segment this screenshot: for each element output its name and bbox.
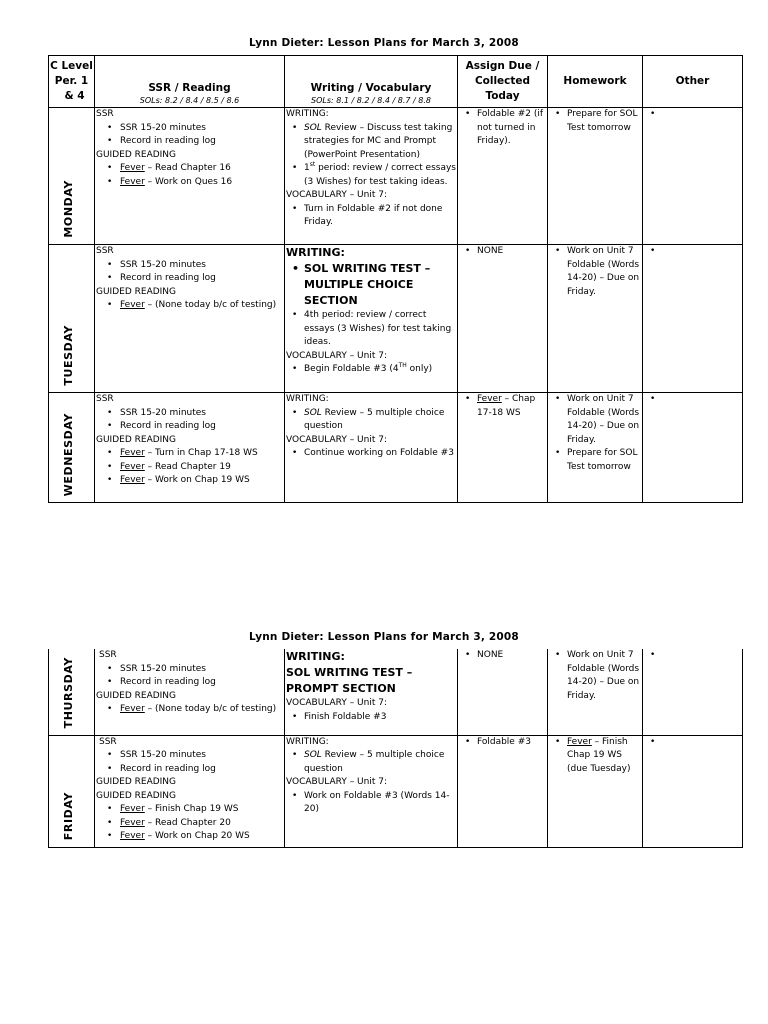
list-item: • Finish Foldable #3 — [304, 711, 456, 725]
list-item: • SOL Review – 5 multiple choice question — [304, 749, 456, 776]
list-item: • Record in reading log — [120, 676, 283, 690]
header-writing: Writing / Vocabulary SOLs: 8.1 / 8.2 / 8.4 / 8.7 / 8.8 — [285, 56, 458, 108]
lesson-plan-table — [48, 55, 743, 503]
ssr-cell: SSR • SSR 15-20 minutes • Record in reading log GUIDED READING GUIDED READING • Fever – Finish Chap 19 WS • Fever – Read Chapter 20 • Fever – Work on Chap 20 WS — [95, 735, 285, 847]
list-item: • Fever – (None today b/c of testing) — [120, 299, 283, 313]
ssr-cell: SSR • SSR 15-20 minutes • Record in reading log GUIDED READING • Fever – (None today b/c of testing) — [95, 245, 285, 393]
day-monday: MONDAY — [49, 108, 95, 245]
ssr-cell: SSR • SSR 15-20 minutes • Record in reading log GUIDED READING • Fever – (None today b/c of testing) — [95, 649, 285, 735]
ssr-heading: SSR — [96, 109, 114, 119]
list-item: • SOL Review – Discuss test taking strategies for MC and Prompt (PowerPoint Presentation) — [304, 122, 456, 163]
assign-cell — [458, 649, 548, 735]
list-item: • Work on Unit 7 Foldable (Words 14-20) – Due on Friday. — [567, 245, 641, 299]
list-item: • Fever – (None today b/c of testing) — [120, 703, 283, 717]
list-item: • Continue working on Foldable #3 — [304, 447, 456, 461]
assign-cell — [458, 735, 548, 847]
guided-heading: GUIDED READING — [96, 149, 177, 160]
other-cell — [643, 393, 743, 503]
other-cell — [643, 245, 743, 393]
list-item: • Begin Foldable #3 (4TH only) — [304, 363, 456, 377]
list-item: • Fever – Work on Chap 19 WS — [120, 474, 283, 488]
writing-cell: WRITING: • SOL Review – 5 multiple choice question VOCABULARY – Unit 7: • Work on Foldable #3 (Words 14-20) — [285, 735, 458, 847]
other-cell — [643, 735, 743, 847]
list-item: • Fever – Read Chapter 16 — [120, 162, 283, 176]
day-thursday: THURSDAY — [49, 649, 95, 735]
list-item: • SOL WRITING TEST – MULTIPLE CHOICE SECTION — [304, 261, 456, 309]
list-item: • Fever – Turn in Chap 17-18 WS — [120, 447, 283, 461]
page-title-2: Lynn Dieter: Lesson Plans for March 3, 2008 — [249, 631, 519, 643]
homework-cell — [548, 108, 643, 245]
header-other: Other — [643, 56, 743, 108]
list-item: • Foldable #2 (if not turned in Friday). — [477, 108, 546, 149]
header-ssr: SSR / Reading SOLs: 8.2 / 8.4 / 8.5 / 8.6 — [95, 56, 285, 108]
assign-cell — [458, 245, 548, 393]
list-item: • Record in reading log — [120, 763, 283, 777]
list-item: • Prepare for SOL Test tomorrow — [567, 108, 641, 135]
day-wednesday: WEDNESDAY — [49, 393, 95, 503]
list-item: • NONE — [477, 245, 546, 259]
header-row — [49, 56, 743, 108]
header-clevel: C Level Per. 1 & 4 — [49, 56, 95, 108]
list-item: • Fever – Read Chapter 19 — [120, 461, 283, 475]
ssr-cell: SSR • SSR 15-20 minutes • Record in reading log GUIDED READING • Fever – Turn in Chap 17-18 WS • Fever – Read Chapter 19 • Fever – Work on Chap 19 WS — [95, 393, 285, 503]
list-item: • Fever – Read Chapter 20 — [120, 817, 283, 831]
row-tuesday — [49, 245, 743, 393]
list-item: • 1st period: review / correct essays (3 Wishes) for test taking ideas. — [304, 162, 456, 189]
other-cell — [643, 649, 743, 735]
list-item: • SSR 15-20 minutes — [120, 407, 283, 421]
list-item: • SSR 15-20 minutes — [120, 663, 283, 677]
list-item: • SSR 15-20 minutes — [120, 749, 283, 763]
day-tuesday: TUESDAY — [49, 245, 95, 393]
row-monday — [49, 108, 743, 245]
homework-cell — [548, 649, 643, 735]
list-item: • Prepare for SOL Test tomorrow — [567, 447, 641, 474]
list-item: • Work on Foldable #3 (Words 14-20) — [304, 790, 456, 817]
list-item: • Record in reading log — [120, 420, 283, 434]
list-item: • Fever – Work on Chap 20 WS — [120, 830, 283, 844]
header-assign: Assign Due / Collected Today — [458, 56, 548, 108]
ssr-cell — [95, 108, 285, 245]
row-thursday — [49, 649, 743, 735]
assign-cell — [458, 108, 548, 245]
list-item: • Work on Unit 7 Foldable (Words 14-20) – Due on Friday. — [567, 393, 641, 447]
day-friday: FRIDAY — [49, 735, 95, 847]
writing-cell: WRITING: SOL WRITING TEST – PROMPT SECTION VOCABULARY – Unit 7: • Finish Foldable #3 — [285, 649, 458, 735]
list-item: • 4th period: review / correct essays (3 Wishes) for test taking ideas. — [304, 309, 456, 350]
list-item: • SSR 15-20 minutes — [120, 259, 283, 273]
list-item: • Fever – Finish Chap 19 WS — [120, 803, 283, 817]
writing-cell: WRITING: • SOL Review – Discuss test taking strategies for MC and Prompt (PowerPoint Presentation) • 1st period: review / correct essays (3 Wishes) for test taking ideas. VOCABULARY – Unit 7: • Turn in Foldable #2 if not done Friday. — [285, 108, 458, 245]
list-item: • Fever – Chap 17-18 WS — [477, 393, 546, 420]
list-item: • Turn in Foldable #2 if not done Friday. — [304, 203, 456, 230]
assign-cell — [458, 393, 548, 503]
row-wednesday — [49, 393, 743, 503]
page-title: Lynn Dieter: Lesson Plans for March 3, 2008 — [249, 37, 519, 49]
other-cell — [643, 108, 743, 245]
header-homework: Homework — [548, 56, 643, 108]
homework-cell — [548, 735, 643, 847]
homework-cell — [548, 393, 643, 503]
writing-cell: WRITING: • SOL Review – 5 multiple choice question VOCABULARY – Unit 7: • Continue working on Foldable #3 — [285, 393, 458, 503]
list-item: • SOL Review – 5 multiple choice question — [304, 407, 456, 434]
list-item: • Work on Unit 7 Foldable (Words 14-20) – Due on Friday. — [567, 649, 641, 703]
list-item: • Fever – Finish Chap 19 WS (due Tuesday) — [567, 736, 641, 777]
list-item: • Record in reading log — [120, 135, 283, 149]
list-item: • NONE — [477, 649, 546, 663]
list-item: • SSR 15-20 minutes — [120, 122, 283, 136]
list-item: • Foldable #3 — [477, 736, 546, 750]
writing-cell: WRITING: • SOL WRITING TEST – MULTIPLE CHOICE SECTION • 4th period: review / correct essays (3 Wishes) for test taking ideas. VOCABULARY – Unit 7: • Begin Foldable #3 (4TH only) — [285, 245, 458, 393]
lesson-plan-table-2 — [48, 649, 743, 848]
homework-cell — [548, 245, 643, 393]
row-friday — [49, 735, 743, 847]
list-item: • Fever – Work on Ques 16 — [120, 176, 283, 190]
list-item: • Record in reading log — [120, 272, 283, 286]
